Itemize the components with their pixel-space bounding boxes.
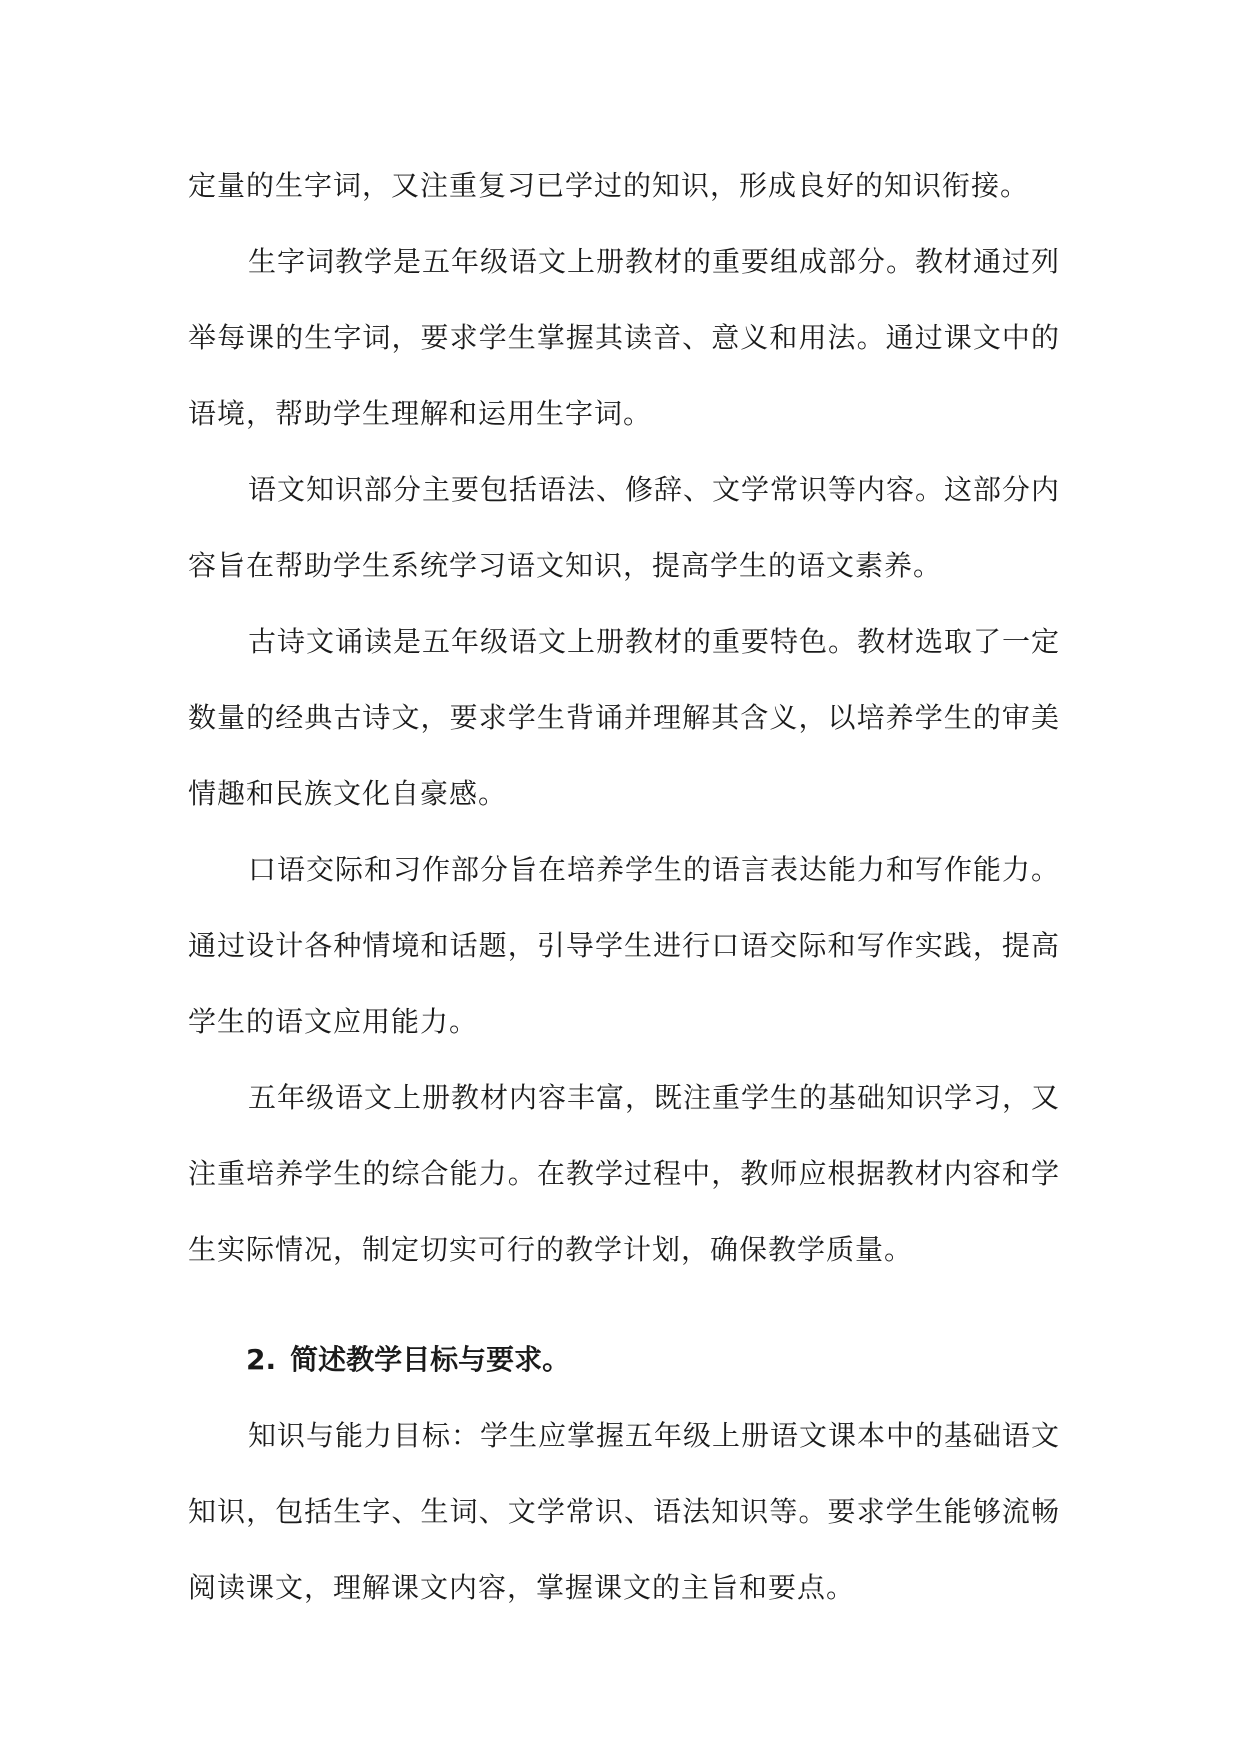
paragraph-classical-poetry: 古诗文诵读是五年级语文上册教材的重要特色。教材选取了一定数量的经典古诗文，要求学生背诵并理解其含义，以培养学生的审美情趣和民族文化自豪感。	[188, 625, 1061, 810]
paragraph-oral-writing: 口语交际和习作部分旨在培养学生的语言表达能力和写作能力。通过设计各种情境和话题，引导学生进行口语交际和写作实践，提高学生的语文应用能力。	[188, 853, 1061, 1038]
document-body	[188, 148, 1060, 1626]
paragraph-language-knowledge: 语文知识部分主要包括语法、修辞、文学常识等内容。这部分内容旨在帮助学生系统学习语文知识，提高学生的语文素养。	[188, 473, 1061, 582]
paragraph-knowledge-goals: 知识与能力目标：学生应掌握五年级上册语文课本中的基础语文知识，包括生字、生词、文学常识、语法知识等。要求学生能够流畅阅读课文，理解课文内容，掌握课文的主旨和要点。	[188, 1419, 1061, 1604]
paragraph-summary: 五年级语文上册教材内容丰富，既注重学生的基础知识学习，又注重培养学生的综合能力。在教学过程中，教师应根据教材内容和学生实际情况，制定切实可行的教学计划，确保教学质量。	[188, 1081, 1061, 1266]
paragraph-continued: 定量的生字词，又注重复习已学过的知识，形成良好的知识衔接。	[188, 169, 1030, 202]
paragraph-vocabulary: 生字词教学是五年级语文上册教材的重要组成部分。教材通过列举每课的生字词，要求学生掌握其读音、意义和用法。通过课文中的语境，帮助学生理解和运用生字词。	[188, 245, 1061, 430]
section-heading	[188, 1322, 1060, 1398]
section-number: 2.	[246, 1343, 277, 1376]
section-title: 简述教学目标与要求。	[290, 1343, 571, 1376]
